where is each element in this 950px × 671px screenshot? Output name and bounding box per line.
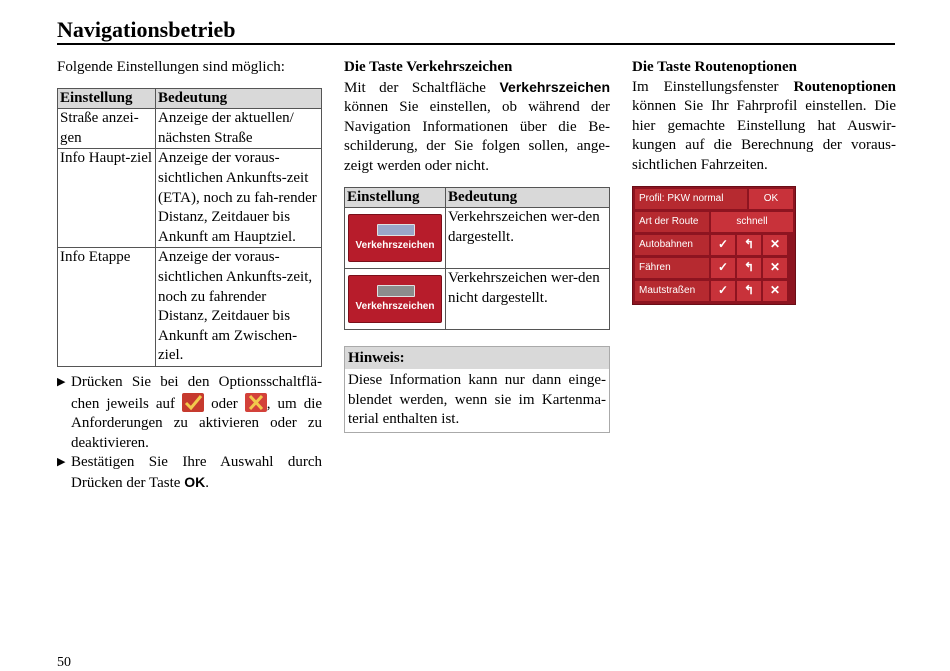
column-3 xyxy=(632,58,896,305)
hint-box xyxy=(344,346,610,433)
option-row-mautstrassen xyxy=(635,281,793,302)
check-icon: ✓ xyxy=(711,281,735,301)
option-label: Autobahnen xyxy=(635,235,709,255)
table-cell-setting: Straße anzei-gen xyxy=(58,109,156,149)
profile-row xyxy=(635,189,793,210)
bullet-triangle-icon: ▶ xyxy=(57,375,66,388)
settings-table xyxy=(57,88,322,367)
table-header-setting: Einstellung xyxy=(345,187,446,208)
table-cell-meaning: Verkehrszeichen wer-den dargestellt. xyxy=(446,208,610,269)
column-1 xyxy=(57,58,322,493)
table-row xyxy=(58,248,322,367)
button-label: Verkehrszeichen xyxy=(355,300,435,312)
bullet-triangle-icon: ▶ xyxy=(57,456,66,469)
option-label: Fähren xyxy=(635,258,709,278)
option-row-autobahnen xyxy=(635,235,793,256)
table-cell-meaning: Anzeige der voraus-sichtlichen Ankunfts-zeit, noch zu fahrender Distanz, Zeitdauer bis Ankunft am Zwischen-ziel. xyxy=(156,248,322,367)
verkehrszeichen-on-button xyxy=(348,214,442,262)
column-2 xyxy=(344,58,610,433)
verkehrszeichen-off-button xyxy=(348,275,442,323)
table-header-setting: Einstellung xyxy=(58,88,156,109)
hint-title: Hinweis: xyxy=(345,347,609,369)
bullet-text: Bestätigen Sie Ihre Auswahl durch Drücken der Taste xyxy=(71,454,322,491)
bullet-text: . xyxy=(205,474,209,491)
table-cell-setting: Info Haupt-ziel xyxy=(58,149,156,248)
instruction-bullet-1 xyxy=(57,373,322,453)
road-sign-icon xyxy=(377,285,415,297)
table-cell-meaning: Verkehrszeichen wer-den nicht dargestellt. xyxy=(446,269,610,330)
bullet-text: , um die Anforderungen zu aktivieren oder zu deaktivieren. xyxy=(71,395,323,451)
road-sign-icon xyxy=(377,224,415,236)
partial-icon: ↰ xyxy=(737,281,761,301)
option-label: Mautstraßen xyxy=(635,281,709,301)
check-icon: ✓ xyxy=(711,258,735,278)
partial-icon: ↰ xyxy=(737,235,761,255)
verkehrszeichen-key-label: Verkehrszeichen xyxy=(499,78,610,95)
table-cell-setting xyxy=(345,208,446,269)
page-number: 50 xyxy=(57,655,71,670)
route-type-row xyxy=(635,212,793,233)
section-title-routenoptionen: Die Taste Routenoptionen xyxy=(632,59,798,75)
table-cell-setting: Info Etappe xyxy=(58,248,156,367)
verkehrszeichen-table xyxy=(344,187,610,331)
close-icon: ✕ xyxy=(763,235,787,255)
close-icon: ✕ xyxy=(763,258,787,278)
table-row xyxy=(58,149,322,248)
cross-icon xyxy=(245,393,267,412)
ok-key-label: OK xyxy=(184,473,206,490)
profile-label: Profil: PKW normal xyxy=(635,189,747,209)
hint-body: Diese Information kann nur dann einge-blendet werden, wenn sie im Kartenma-terial enthalten ist. xyxy=(348,372,606,428)
table-row xyxy=(345,208,610,269)
table-row xyxy=(345,269,610,330)
instruction-bullet-2 xyxy=(57,453,322,493)
route-type-value: schnell xyxy=(711,212,793,232)
table-header-meaning: Bedeutung xyxy=(446,187,610,208)
table-cell-meaning: Anzeige der aktuellen/ nächsten Straße xyxy=(156,109,322,149)
bullet-text: oder xyxy=(211,395,238,412)
check-icon xyxy=(182,393,204,412)
page-title: Navigationsbetrieb xyxy=(57,17,236,42)
table-cell-meaning: Anzeige der voraus-sichtlichen Ankunfts-zeit (ETA), noch zu fah-render Distanz, Zeitdauer bis Ankunft am Hauptziel. xyxy=(156,149,322,248)
close-icon: ✕ xyxy=(763,281,787,301)
title-rule xyxy=(57,43,895,45)
table-row xyxy=(58,109,322,149)
bullet-text: Drücken Sie bei den Optionsschaltflä-chen jeweils auf xyxy=(71,373,322,412)
verkehrszeichen-paragraph: Mit der Schaltfläche Verkehrszeichen können Sie einstellen, ob während der Navigation Informationen über die Be-schilderung, der Sie folgen sollen, ange-zeigt werden oder nicht. xyxy=(344,78,610,174)
route-options-screenshot xyxy=(632,186,796,305)
routenoptionen-paragraph: Im Einstellungsfenster Routenoptionen können Sie Ihr Fahrprofil einstellen. Die hier gemachte Einstellung hat Auswir-kungen auf die Berechnung der voraus-sichtlichen Fahrzeiten. xyxy=(632,78,897,173)
check-icon: ✓ xyxy=(711,235,735,255)
table-cell-setting xyxy=(345,269,446,330)
button-label: Verkehrszeichen xyxy=(355,239,435,251)
ok-button: OK xyxy=(749,189,793,209)
option-row-faehren xyxy=(635,258,793,279)
intro-text: Folgende Einstellungen sind möglich: xyxy=(57,59,285,75)
partial-icon: ↰ xyxy=(737,258,761,278)
route-type-label: Art der Route xyxy=(635,212,709,232)
table-header-meaning: Bedeutung xyxy=(156,88,322,109)
routenoptionen-key-label: Routenoptionen xyxy=(793,78,897,95)
section-title-verkehrszeichen: Die Taste Verkehrszeichen xyxy=(344,59,513,75)
